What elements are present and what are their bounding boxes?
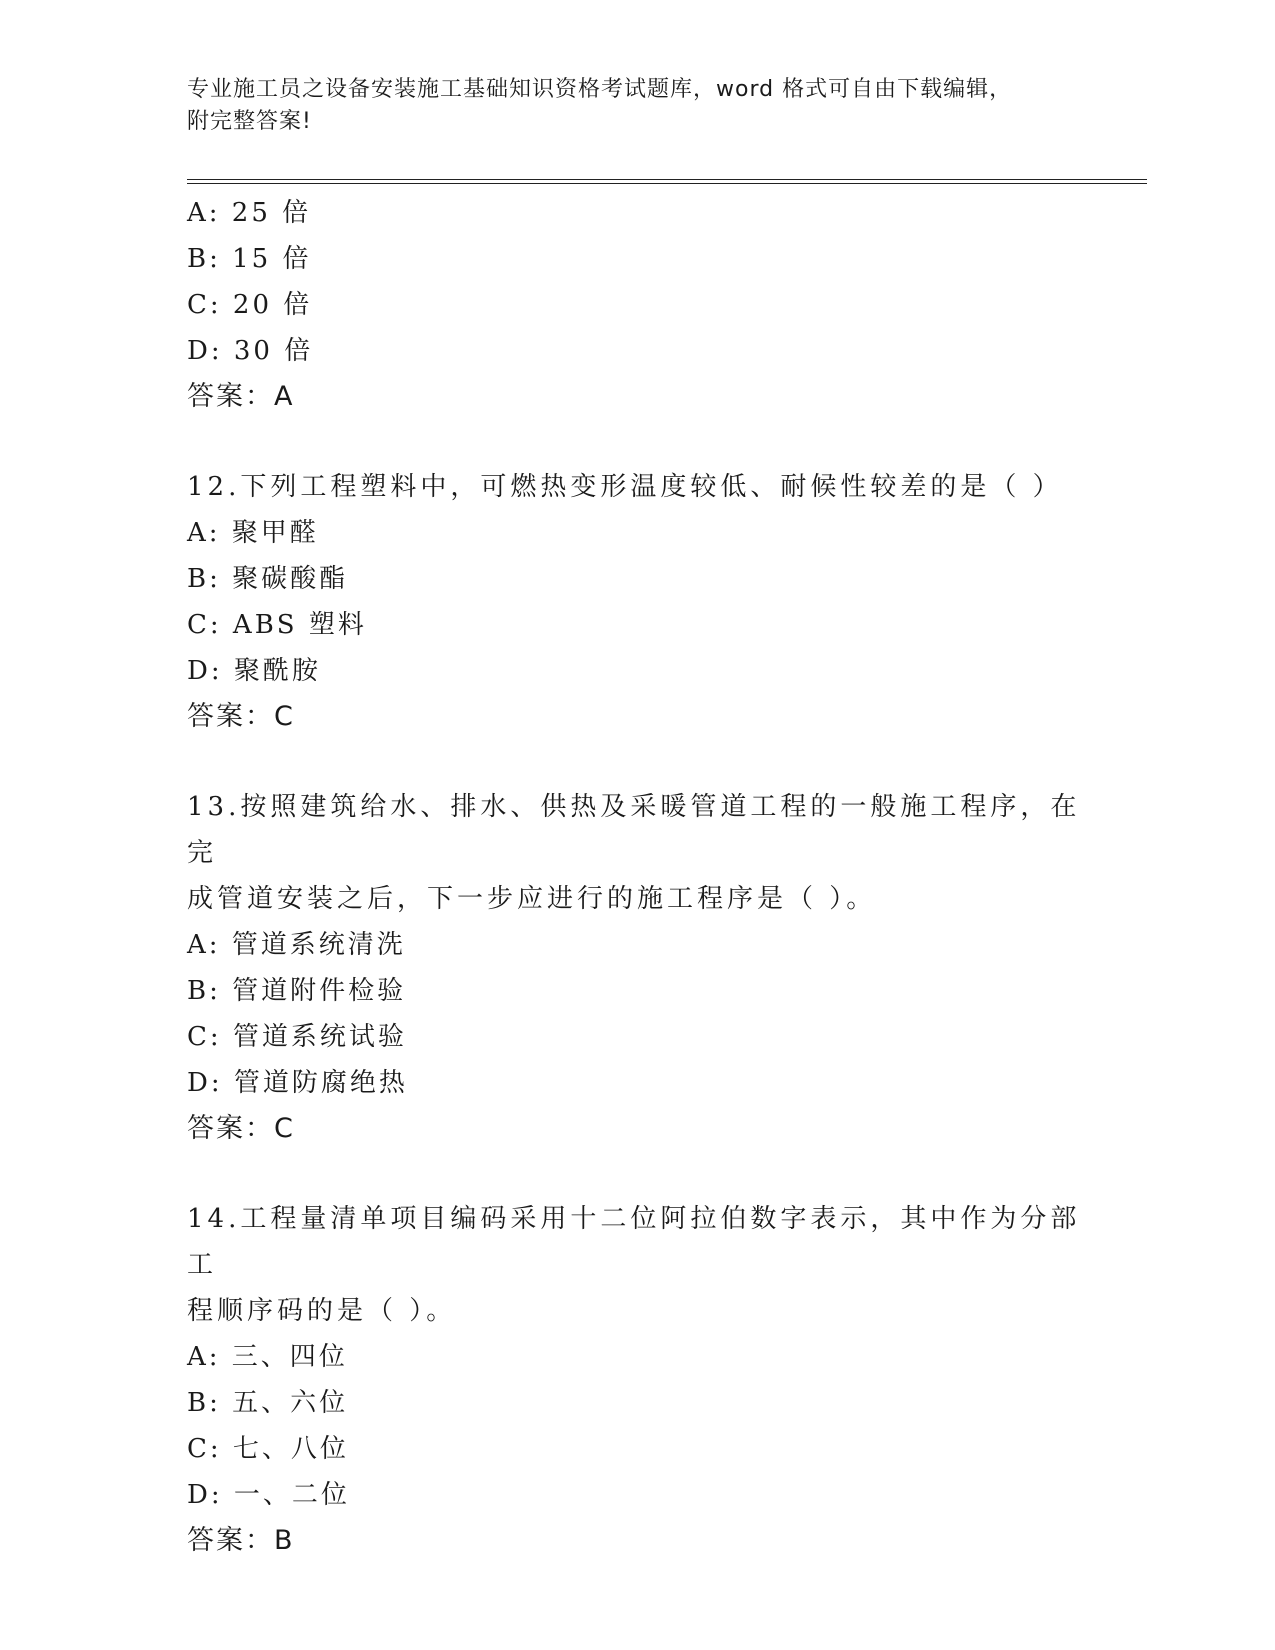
answer-line: 答案：C <box>187 1113 295 1144</box>
question-text-line-1: 13.按照建筑给水、排水、供热及采暖管道工程的一般施工程序，在完 <box>187 792 1081 868</box>
question-text-line-1: 14.工程量清单项目编码采用十二位阿拉伯数字表示，其中作为分部工 <box>187 1204 1081 1280</box>
option-c: C: 20 倍 <box>187 290 313 320</box>
question-text-line-2: 成管道安装之后，下一步应进行的施工程序是（ ）。 <box>187 884 877 914</box>
answer-line: 答案：A <box>187 381 295 412</box>
question-11 <box>187 190 1087 420</box>
option-b: B: 15 倍 <box>187 244 312 274</box>
option-d: D: 一、二位 <box>187 1480 350 1510</box>
option-c: C: ABS 塑料 <box>187 610 367 640</box>
option-a: A: 聚甲醛 <box>187 518 319 548</box>
option-d: D: 30 倍 <box>187 336 314 366</box>
document-header <box>187 74 1087 138</box>
question-text-line-2: 程顺序码的是（ ）。 <box>187 1296 457 1326</box>
question-12 <box>187 464 1087 740</box>
header-line-1: 专业施工员之设备安装施工基础知识资格考试题库，word 格式可自由下载编辑， <box>187 77 1013 102</box>
option-a: A: 25 倍 <box>187 198 312 228</box>
option-d: D: 聚酰胺 <box>187 656 321 686</box>
answer-line: 答案：C <box>187 701 295 732</box>
option-b: B: 聚碳酸酯 <box>187 564 349 594</box>
option-b: B: 五、六位 <box>187 1388 349 1418</box>
header-line-2: 附完整答案! <box>187 109 312 134</box>
question-list <box>187 190 1087 1564</box>
option-c: C: 管道系统试验 <box>187 1022 407 1052</box>
question-14 <box>187 1196 1087 1564</box>
answer-line: 答案：B <box>187 1525 295 1556</box>
question-13 <box>187 784 1087 1152</box>
question-text: 12.下列工程塑料中，可燃热变形温度较低、耐候性较差的是（ ） <box>187 472 1063 502</box>
option-c: C: 七、八位 <box>187 1434 349 1464</box>
option-b: B: 管道附件检验 <box>187 976 407 1006</box>
header-divider-top <box>187 179 1147 180</box>
option-a: A: 管道系统清洗 <box>187 930 406 960</box>
option-d: D: 管道防腐绝热 <box>187 1068 408 1098</box>
header-divider-bottom <box>187 183 1147 184</box>
option-a: A: 三、四位 <box>187 1342 348 1372</box>
